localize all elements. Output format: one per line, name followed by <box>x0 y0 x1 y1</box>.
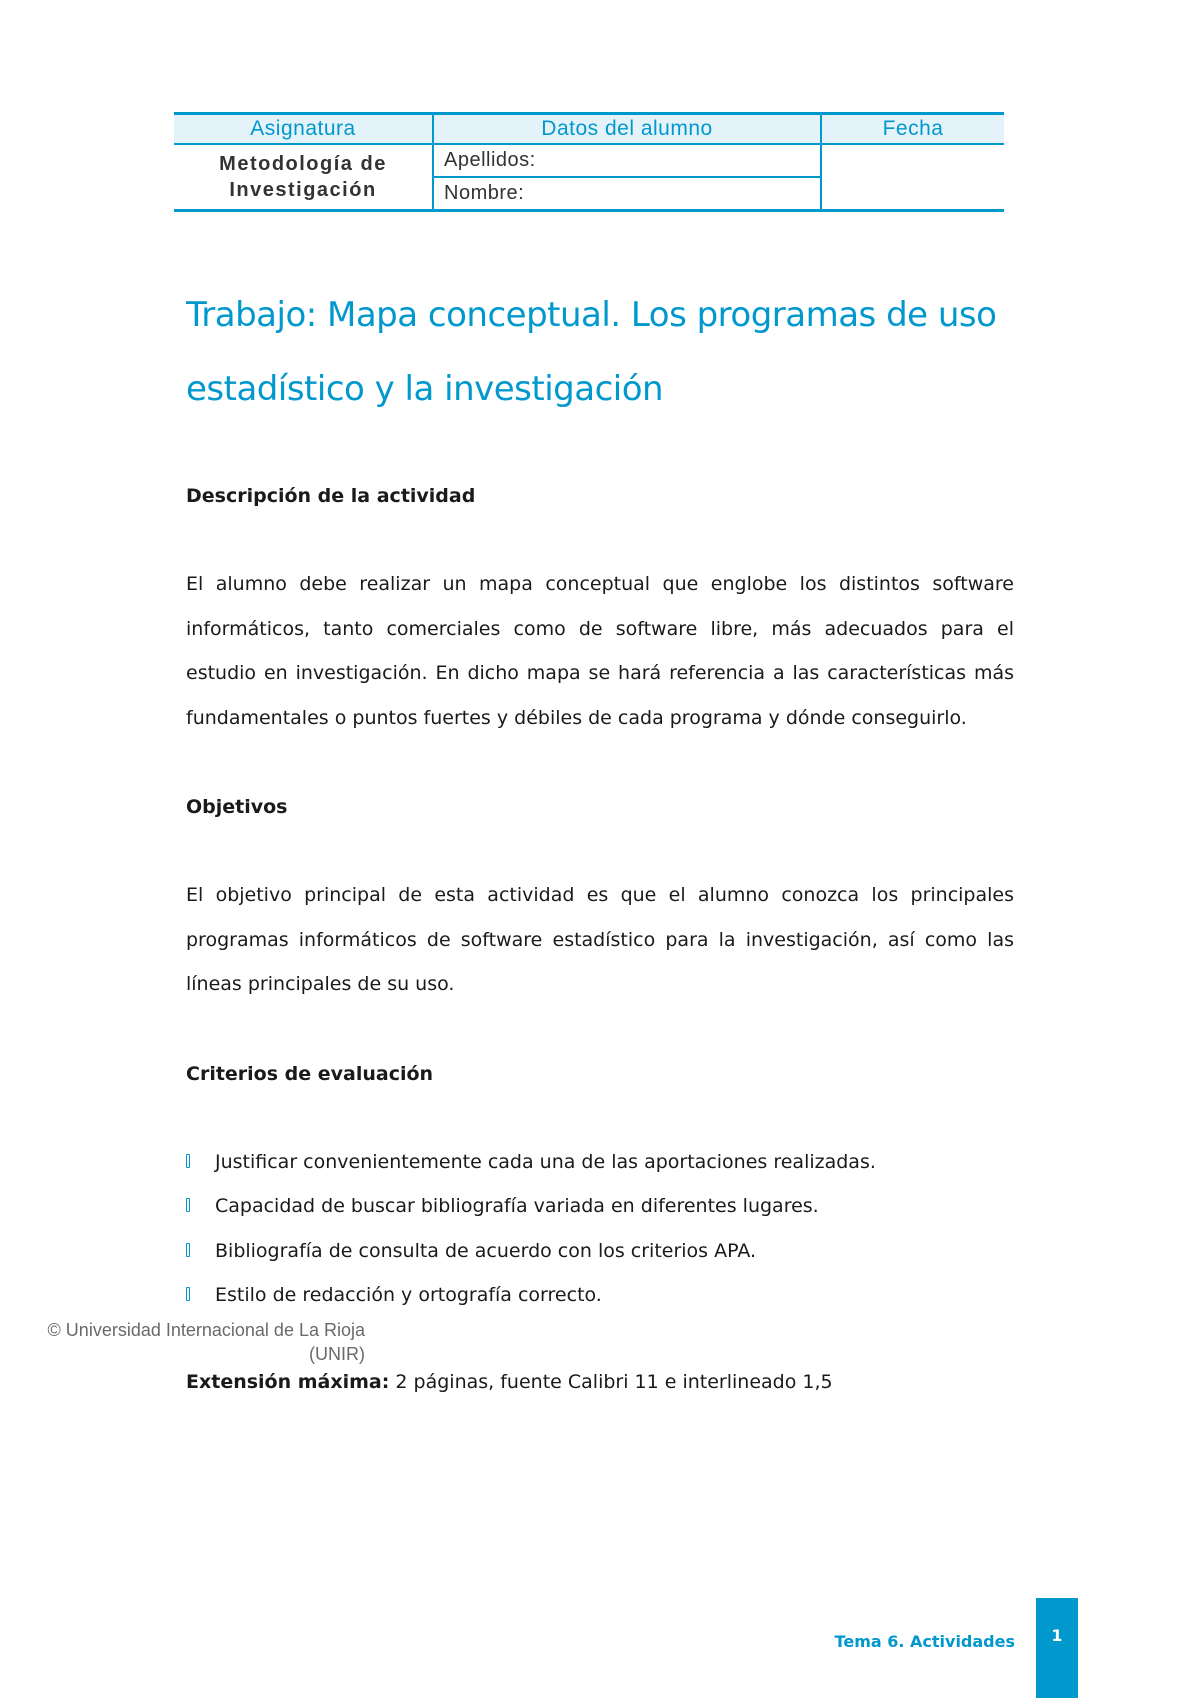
objectives-text: El objetivo principal de esta actividad es que el alumno conozca los principales programas informáticos de software estadístico para la investigación, así como las líneas principales de su uso. <box>186 884 1014 995</box>
description-text: El alumno debe realizar un mapa conceptual que englobe los distintos software informáticos, tanto comerciales como de software libre, más adecuados para el estudio en investigación. En dicho mapa se hará referencia a las características más fundamentales o puntos fuertes y débiles de cada programa y dónde conseguirlo. <box>186 573 1014 729</box>
col-subject-header: Asignatura <box>174 114 433 145</box>
bullet-icon <box>186 1287 190 1301</box>
objectives-heading: Objetivos <box>186 796 288 818</box>
criteria-item-text: Estilo de redacción y ortografía correcto. <box>215 1284 602 1306</box>
criteria-heading: Criterios de evaluación <box>186 1062 434 1085</box>
bullet-icon <box>186 1243 190 1257</box>
subject-line-1: Metodología de <box>219 153 387 175</box>
header-row <box>174 114 1004 145</box>
page-title: Trabajo: Mapa conceptual. Los programas de uso estadístico y la investigación <box>186 295 997 409</box>
header-table <box>174 112 1004 212</box>
criteria-item <box>186 1229 1014 1274</box>
extension-label: Extensión máxima: <box>186 1371 390 1393</box>
surname-field: Apellidos: <box>433 144 821 177</box>
criteria-list <box>186 1140 1014 1318</box>
col-student-header: Datos del alumno <box>433 114 821 145</box>
date-cell <box>821 144 1004 211</box>
subject-cell <box>174 144 433 211</box>
subject-line-2: Investigación <box>229 179 377 201</box>
criteria-item <box>186 1184 1014 1229</box>
criteria-item-text: Capacidad de buscar bibliografía variada en diferentes lugares. <box>215 1195 819 1217</box>
criteria-item-text: Bibliografía de consulta de acuerdo con los criterios APA. <box>215 1239 757 1262</box>
criteria-item <box>186 1273 1014 1318</box>
criteria-item <box>186 1140 1014 1185</box>
page-number: 1 <box>1036 1598 1078 1698</box>
copyright-notice <box>20 1318 365 1366</box>
bullet-icon <box>186 1154 190 1168</box>
criteria-item-text: Justificar convenientemente cada una de las aportaciones realizadas. <box>215 1150 876 1173</box>
copyright-line-2: (UNIR) <box>309 1344 365 1364</box>
bullet-icon <box>186 1198 190 1212</box>
data-row-surname <box>174 144 1004 177</box>
copyright-line-1: © Universidad Internacional de La Rioja <box>47 1320 365 1340</box>
col-date-header: Fecha <box>821 114 1004 145</box>
extension-line <box>186 1362 833 1402</box>
activity-content <box>186 474 1014 1318</box>
extension-value: 2 páginas, fuente Calibri 11 e interlineado 1,5 <box>389 1371 833 1393</box>
description-heading: Descripción de la actividad <box>186 485 476 507</box>
name-field: Nombre: <box>433 177 821 211</box>
footer-topic: Tema 6. Actividades <box>834 1632 1015 1651</box>
